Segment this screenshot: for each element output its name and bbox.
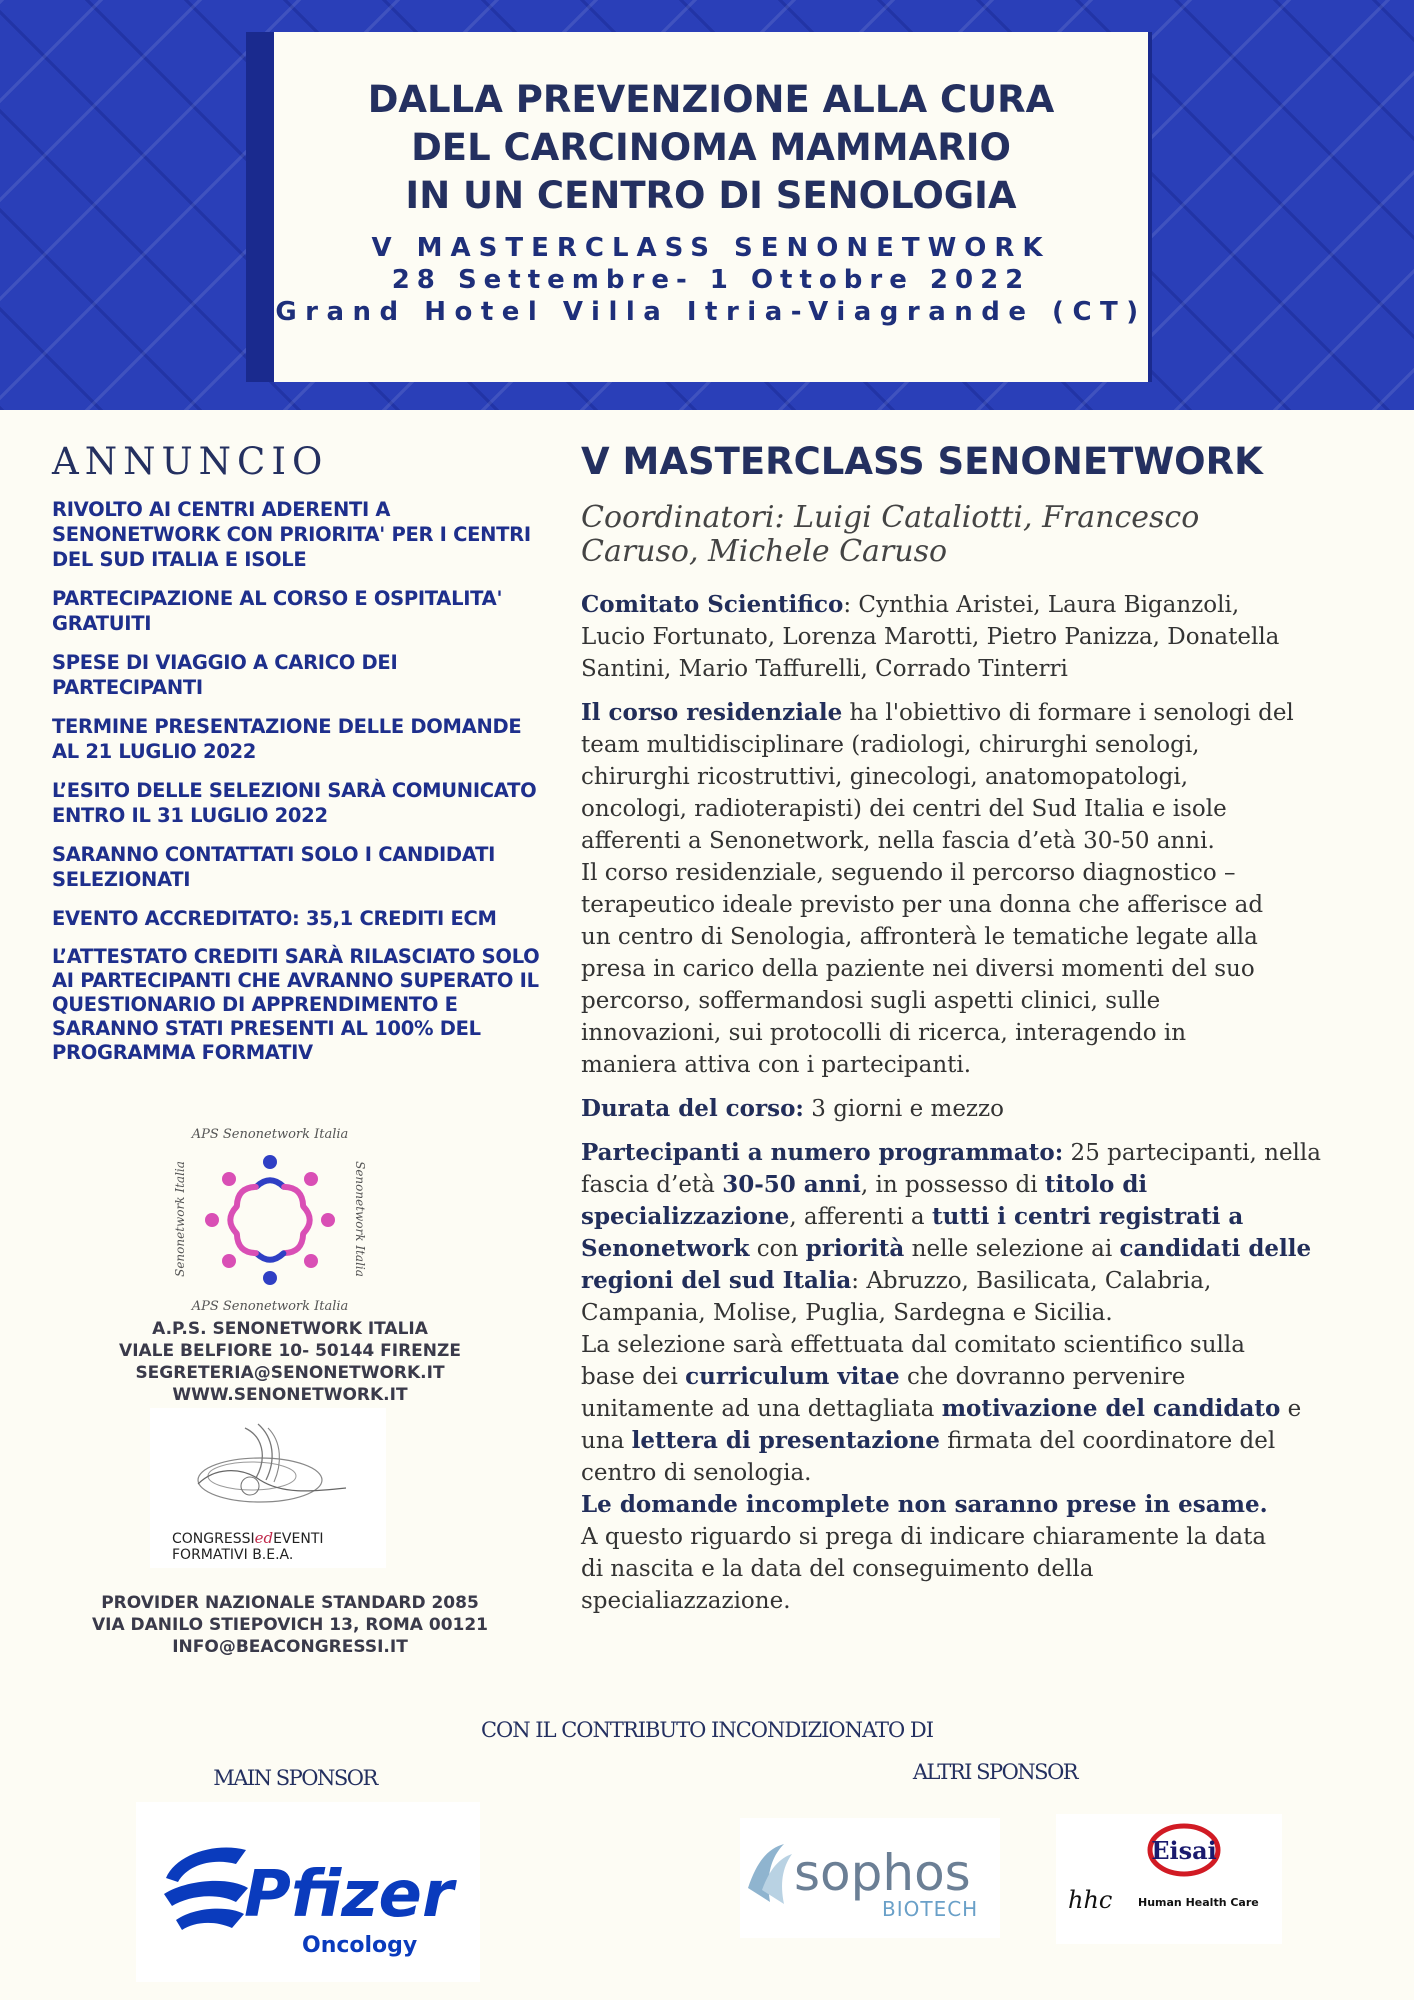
person-arms: [303, 1207, 309, 1234]
coordinators-line: Caruso, Michele Caruso: [581, 534, 948, 569]
senonetwork-logo-text-left: Senonetwork Italia: [173, 1161, 187, 1277]
event-details: [274, 232, 1148, 328]
committee-label: Comitato Scientifico: [581, 591, 844, 618]
description-line: un centro di Senologia, affronterà le tematiche legate alla: [581, 924, 1258, 950]
p-bold: 30-50 anni: [722, 1171, 861, 1198]
course-title: V MASTERCLASS SENONETWORK: [581, 440, 1263, 483]
aps-email[interactable]: SEGRETERIA@SENONETWORK.IT: [135, 1363, 445, 1383]
senonetwork-logo: [170, 1124, 370, 1314]
p-bold: motivazione del candidato: [941, 1395, 1281, 1422]
description-line: innovazioni, sui protocolli di ricerca, interagendo in: [581, 1020, 1187, 1046]
person-head: [263, 1155, 277, 1169]
bea-line1-b: EVENTI: [273, 1531, 324, 1547]
duration-value: 3 giorni e mezzo: [803, 1096, 1005, 1122]
announcement-heading: ANNUNCIO: [52, 440, 329, 483]
person-arms: [284, 1234, 303, 1253]
announcement-item: EVENTO ACCREDITATO: 35,1 CREDITI ECM: [52, 907, 497, 930]
p-bold: regioni del sud Italia: [581, 1267, 852, 1294]
sophos-sub: BIOTECH: [882, 1897, 979, 1921]
description-line: afferenti a Senonetwork, nella fascia d’età 30-50 anni.: [581, 828, 1215, 854]
p-text: , in possesso di: [860, 1172, 1045, 1198]
description-line: ha l'obiettivo di formare i senologi del: [842, 700, 1294, 726]
main-sponsor-label: MAIN SPONSOR: [213, 1766, 377, 1790]
person-head: [321, 1213, 335, 1227]
provider-email[interactable]: INFO@BEACONGRESSI.IT: [172, 1637, 408, 1657]
person-head: [304, 1254, 318, 1268]
announcement-list: [52, 497, 552, 1065]
event-dates: 28 Settembre- 1 Ottobre 2022: [391, 265, 1031, 295]
announcement-item: TERMINE PRESENTAZIONE DELLE DOMANDE AL 21 LUGLIO 2022: [52, 715, 522, 763]
announcement-item: L’ATTESTATO CREDITI SARÀ RILASCIATO SOLO AI PARTECIPANTI CHE AVRANNO SUPERATO IL QUESTIONARIO DI APPRENDIMENTO E SARANNO STATI PRESENTI AL 100% DEL PROGRAMMA FORMATIV: [52, 945, 540, 1064]
p-bold: priorità: [805, 1235, 905, 1262]
committee-line: : Cynthia Aristei, Laura Biganzoli,: [843, 592, 1240, 618]
p-bold: titolo di: [1044, 1171, 1148, 1198]
senonetwork-logo-text-bottom: APS Senonetwork Italia: [191, 1299, 349, 1314]
p-text: La selezione sarà effettuata dal comitato scientifico sulla: [581, 1332, 1245, 1358]
announcement-item: L’ESITO DELLE SELEZIONI SARÀ COMUNICATO ENTRO IL 31 LUGLIO 2022: [52, 779, 537, 827]
description-line: team multidisciplinare (radiologi, chirurghi senologi,: [581, 732, 1200, 758]
description-line: percorso, soffermandosi sugli aspetti clinici, sulle: [581, 988, 1161, 1014]
p-bold: tutti i centri registrati a: [931, 1203, 1244, 1230]
event-title-line-2: DEL CARCINOMA MAMMARIO: [411, 126, 1011, 169]
p-text: A questo riguardo si prega di indicare chiaramente la data: [581, 1524, 1267, 1550]
eisai-hhc: hhc: [1068, 1886, 1113, 1914]
provider-line-2: VIA DANILO STIEPOVICH 13, ROMA 00121: [91, 1615, 489, 1635]
description-line: chirurghi ricostruttivi, ginecologi, anatomopatologi,: [581, 764, 1189, 790]
person-arms: [257, 1253, 284, 1259]
bea-logo-text: [172, 1530, 382, 1563]
p-text: unitamente ad una dettagliata: [581, 1396, 942, 1422]
person-arms: [257, 1180, 284, 1186]
event-title-line-1: DALLA PREVENZIONE ALLA CURA: [367, 78, 1055, 121]
provider-contact: [60, 1592, 520, 1658]
committee-line: Lucio Fortunato, Lorenza Marotti, Pietro Panizza, Donatella: [581, 624, 1280, 650]
provider-line-1: PROVIDER NAZIONALE STANDARD 2085: [101, 1593, 479, 1613]
eisai-name: Eisai: [1151, 1836, 1217, 1865]
participants-info: [581, 1137, 1381, 1617]
event-venue: Grand Hotel Villa Itria-Viagrande (CT): [275, 297, 1147, 327]
pfizer-mark-icon: [136, 1802, 480, 1982]
person-arms: [284, 1187, 303, 1206]
p-bold: Senonetwork: [581, 1235, 750, 1262]
residential-label: Il corso residenziale: [581, 699, 843, 726]
p-bold: Partecipanti a numero programmato:: [581, 1139, 1064, 1166]
course-duration: [581, 1093, 1381, 1125]
eisai-sub: Human Health Care: [1138, 1896, 1259, 1909]
p-text: : Abruzzo, Basilicata, Calabria,: [851, 1268, 1212, 1294]
person-arms: [237, 1234, 256, 1253]
senonetwork-logo-text-right: Senonetwork Italia: [353, 1161, 367, 1277]
p-text: con: [749, 1236, 806, 1262]
eisai-logo: [1056, 1814, 1282, 1944]
bea-line1-a: CONGRESSI: [172, 1531, 255, 1547]
person-head: [304, 1172, 318, 1186]
description-line: oncologi, radioterapisti) dei centri del Sud Italia e isole: [581, 796, 1227, 822]
p-text: base dei: [581, 1364, 686, 1390]
p-text: centro di senologia.: [581, 1460, 812, 1486]
event-subtitle: V MASTERCLASS SENONETWORK: [371, 233, 1051, 263]
people-circle-icon: [205, 1155, 335, 1285]
announcement-item: SPESE DI VIAGGIO A CARICO DEI PARTECIPANTI: [52, 651, 398, 699]
pfizer-name: Pfizer: [244, 1858, 454, 1932]
p-bold: curriculum vitae: [685, 1363, 900, 1390]
person-head: [222, 1254, 236, 1268]
pfizer-sub: Oncology: [302, 1933, 418, 1958]
senonetwork-logo-text-top: APS Senonetwork Italia: [191, 1127, 349, 1142]
course-column: [581, 440, 1381, 1629]
p-text: , afferenti a: [789, 1204, 932, 1230]
p-bold: Le domande incomplete non saranno prese in esame.: [581, 1491, 1268, 1518]
bea-logo: [150, 1408, 386, 1568]
contribution-label: CON IL CONTRIBUTO INCONDIZIONATO DI: [480, 1718, 934, 1742]
person-head: [263, 1271, 277, 1285]
p-text: specialiazzazione.: [581, 1588, 791, 1614]
coordinators-line: Coordinatori: Luigi Cataliotti, Francesco: [581, 500, 1200, 535]
description-line: Il corso residenziale, seguendo il percorso diagnostico –: [581, 860, 1236, 886]
p-bold: lettera di presentazione: [631, 1427, 940, 1454]
course-coordinators: [581, 501, 1381, 569]
p-text: Campania, Molise, Puglia, Sardegna e Sicilia.: [581, 1300, 1113, 1326]
announcement-column: [52, 440, 552, 1079]
description-line: presa in carico della paziente nei diversi momenti del suo: [581, 956, 1255, 982]
aps-contact: [60, 1318, 520, 1406]
person-head: [222, 1172, 236, 1186]
event-title-line-3: IN UN CENTRO DI SENOLOGIA: [405, 174, 1017, 217]
pfizer-logo: [136, 1802, 480, 1982]
bea-emblem-icon: [150, 1408, 386, 1528]
p-text: 25 partecipanti, nella: [1063, 1140, 1321, 1166]
p-text: di nascita e la data del conseguimento della: [581, 1556, 1094, 1582]
aps-website[interactable]: WWW.SENONETWORK.IT: [172, 1385, 408, 1405]
p-bold: candidati delle: [1119, 1235, 1312, 1262]
person-arms: [237, 1187, 256, 1206]
person-arms: [230, 1207, 236, 1234]
p-bold: specializzazione: [581, 1203, 790, 1230]
description-line: maniera attiva con i partecipanti.: [581, 1052, 972, 1078]
bea-line1-ed: ed: [254, 1529, 274, 1547]
eisai-mark-icon: [1056, 1814, 1282, 1944]
p-text: e: [1280, 1396, 1302, 1422]
scientific-committee: [581, 589, 1381, 685]
person-head: [205, 1213, 219, 1227]
p-text: firmata del coordinatore del: [939, 1428, 1276, 1454]
bea-line2: FORMATIVI B.E.A.: [172, 1547, 294, 1563]
event-title: [274, 76, 1148, 220]
p-text: una: [581, 1428, 632, 1454]
title-box: [274, 32, 1148, 382]
aps-name: A.P.S. SENONETWORK ITALIA: [152, 1319, 428, 1339]
announcement-item: SARANNO CONTATTATI SOLO I CANDIDATI SELEZIONATI: [52, 843, 496, 891]
p-text: fascia d’età: [581, 1172, 723, 1198]
other-sponsors-label: ALTRI SPONSOR: [912, 1760, 1078, 1784]
announcement-item: RIVOLTO AI CENTRI ADERENTI A SENONETWORK CON PRIORITA' PER I CENTRI DEL SUD ITALIA E ISOLE: [52, 498, 531, 571]
p-text: che dovranno pervenire: [899, 1364, 1186, 1390]
aps-address: VIALE BELFIORE 10- 50144 FIRENZE: [119, 1341, 461, 1361]
sophos-name: sophos: [794, 1844, 971, 1902]
p-text: nelle selezione ai: [904, 1236, 1120, 1262]
sophos-mark-icon: [740, 1818, 1000, 1938]
committee-line: Santini, Mario Taffurelli, Corrado Tinterri: [581, 656, 1068, 682]
announcement-item: PARTECIPAZIONE AL CORSO E OSPITALITA' GRATUITI: [52, 587, 503, 635]
description-line: terapeutico ideale previsto per una donna che afferisce ad: [581, 892, 1264, 918]
course-description: [581, 697, 1381, 1081]
sophos-logo: [740, 1818, 1000, 1938]
duration-label: Durata del corso:: [581, 1095, 804, 1122]
